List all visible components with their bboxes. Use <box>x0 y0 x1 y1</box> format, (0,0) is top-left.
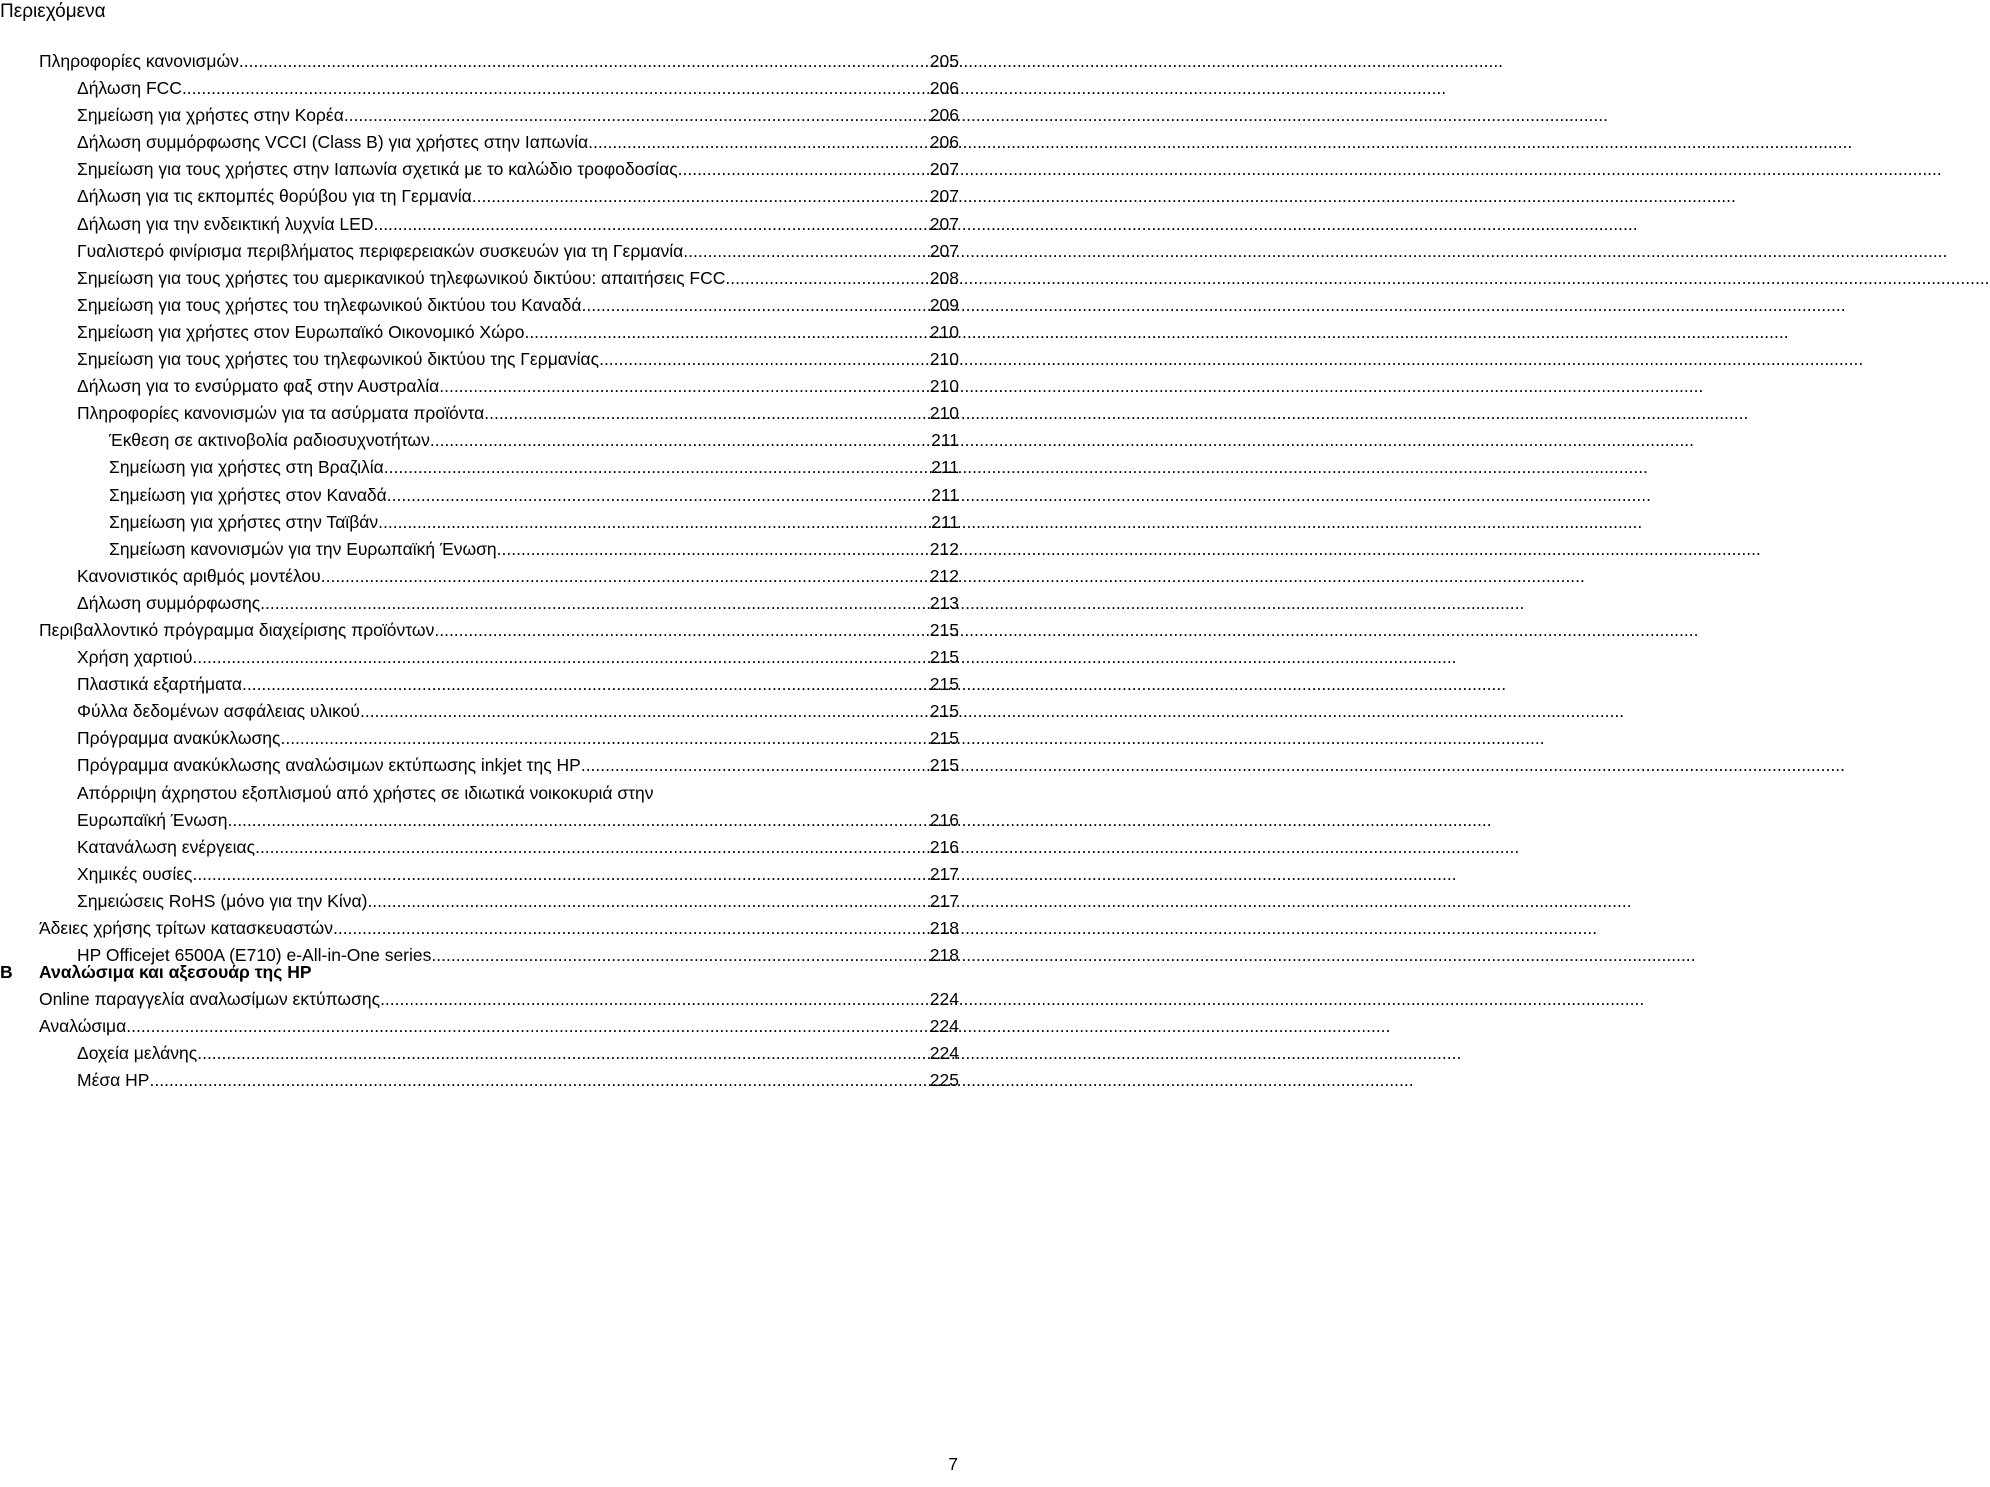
dot-leader <box>524 319 929 346</box>
dot-leader <box>434 617 929 644</box>
toc-entry[interactable] <box>39 509 959 536</box>
dot-leader <box>380 986 930 1013</box>
toc-entry-page: 210 <box>929 349 959 370</box>
toc-entry[interactable] <box>39 780 959 834</box>
toc-entry-page: 207 <box>929 186 959 207</box>
toc-entry-page: 206 <box>929 105 959 126</box>
toc-entry-title: Χημικές ουσίες <box>77 863 193 884</box>
toc-entry-continuation <box>77 807 959 834</box>
dot-leader <box>227 807 929 834</box>
toc-entry-page: 215 <box>929 647 959 668</box>
dot-leader <box>484 400 930 427</box>
toc-entry[interactable] <box>39 482 959 509</box>
toc-entry[interactable] <box>39 102 959 129</box>
toc-entry-title: Σημείωση κανονισμών για την Ευρωπαϊκή Ένωση <box>109 538 497 559</box>
toc-entry[interactable] <box>39 265 959 292</box>
toc-entry-title: Σημείωση για τους χρήστες στην Ιαπωνία σχετικά με το καλώδιο τροφοδοσίας <box>77 159 678 180</box>
dot-leader <box>472 183 930 210</box>
dot-leader <box>242 671 930 698</box>
toc-entry-title: Πρόγραμμα ανακύκλωσης <box>77 728 281 749</box>
toc-entry-page: 207 <box>929 240 959 261</box>
toc-entry-page: 215 <box>929 728 959 749</box>
toc-entry-page: 218 <box>929 945 959 966</box>
dot-leader <box>182 75 930 102</box>
toc-entry-title: Πληροφορίες κανονισμών <box>39 51 239 71</box>
toc-entry[interactable] <box>39 129 959 156</box>
toc-entry-page: 215 <box>929 619 959 640</box>
toc-entry-title: Σημείωση για χρήστες στον Ευρωπαϊκό Οικονομικό Χώρο <box>77 321 525 342</box>
toc-entry[interactable] <box>39 563 959 590</box>
dot-leader <box>255 834 930 861</box>
toc-entry[interactable] <box>39 238 959 265</box>
toc-entry-page: 210 <box>929 321 959 342</box>
toc-entry[interactable] <box>39 888 959 915</box>
toc-entry-title: Μέσα HP <box>77 1070 150 1091</box>
toc-entry-page: 207 <box>929 213 959 234</box>
toc-entry[interactable] <box>39 861 959 888</box>
dot-leader <box>367 888 929 915</box>
toc-entry[interactable] <box>39 1067 959 1094</box>
toc-entry[interactable] <box>39 1040 959 1067</box>
toc-entry-title: Απόρριψη άχρηστου εξοπλισμού από χρήστες σε ιδιωτικά νοικοκυριά στην <box>77 782 654 803</box>
dot-leader <box>149 1067 929 1094</box>
toc-entry-page: 211 <box>931 484 959 505</box>
toc-entry-title: Δοχεία μελάνης <box>77 1043 198 1064</box>
toc-entry[interactable] <box>39 644 959 671</box>
page-number: 7 <box>948 1454 958 1474</box>
toc-entry-title: Άδειες χρήσης τρίτων κατασκευαστών <box>39 918 333 938</box>
dot-leader <box>588 129 930 156</box>
toc-entry-title: Σημείωση για χρήστες στη Βραζιλία <box>109 457 384 478</box>
dot-leader <box>725 265 929 292</box>
toc-entry-title: Έκθεση σε ακτινοβολία ραδιοσυχνοτήτων <box>109 430 430 451</box>
toc-entry-title: Γυαλιστερό φινίρισμα περιβλήματος περιφερειακών συσκευών για τη Γερμανία <box>77 240 684 261</box>
toc-entry-title: Πρόγραμμα ανακύκλωσης αναλώσιμων εκτύπωσης inkjet της HP <box>77 755 581 776</box>
toc-entry-page: 209 <box>929 294 959 315</box>
toc-entry[interactable] <box>39 671 959 698</box>
toc-entry-title: Δήλωση για το ενσύρματο φαξ στην Αυστραλία <box>77 376 440 397</box>
toc-entry-title: HP Officejet 6500A (E710) e-All-in-One series <box>77 945 432 966</box>
toc-entry-title: Σημείωση για τους χρήστες του τηλεφωνικού δικτύου της Γερμανίας <box>77 349 600 370</box>
dot-leader <box>430 427 931 454</box>
toc-entry-title: Χρήση χαρτιού <box>77 647 193 668</box>
toc-entry[interactable] <box>39 1013 959 1040</box>
toc-entry-title: Δήλωση για τις εκπομπές θορύβου για τη Γερμανία <box>77 186 472 207</box>
toc-entry-page: 211 <box>931 430 959 451</box>
toc-entry-page: 207 <box>929 159 959 180</box>
toc-entry[interactable] <box>39 454 959 481</box>
toc-entry[interactable] <box>39 346 959 373</box>
toc-entry-page: 212 <box>929 538 959 559</box>
toc-entry-title: Σημειώσεις RoHS (μόνο για την Κίνα) <box>77 890 368 911</box>
toc-entry-title: Δήλωση συμμόρφωσης VCCI (Class B) για χρήστες στην Ιαπωνία <box>77 132 589 153</box>
toc-entry-title: Αναλώσιμα <box>39 1016 127 1037</box>
toc-entry[interactable] <box>39 617 959 644</box>
toc-entry-page: 225 <box>929 1070 959 1091</box>
toc-entry[interactable] <box>39 725 959 752</box>
toc-entry[interactable] <box>39 211 959 238</box>
dot-leader <box>192 644 929 671</box>
toc-entry[interactable] <box>39 427 959 454</box>
toc-entry-page: 211 <box>931 511 959 532</box>
toc-entry[interactable] <box>39 400 959 427</box>
toc-entry-page: 224 <box>929 1043 959 1064</box>
toc-entry[interactable] <box>39 156 959 183</box>
table-of-contents <box>39 48 959 969</box>
dot-leader <box>239 48 930 75</box>
toc-entry-title: Σημείωση για τους χρήστες του αμερικανικού τηλεφωνικού δικτύου: απαιτήσεις FCC <box>77 267 726 288</box>
toc-entry-page: 210 <box>929 376 959 397</box>
toc-entry-page: 212 <box>929 565 959 586</box>
toc-entry-title: Σημείωση για χρήστες στον Καναδά <box>109 484 387 505</box>
toc-entry-page: 210 <box>929 403 959 424</box>
toc-entry[interactable] <box>39 536 959 563</box>
dot-leader <box>497 536 930 563</box>
dot-leader <box>599 346 930 373</box>
toc-entry-page: 215 <box>929 755 959 776</box>
dot-leader <box>197 1040 930 1067</box>
appendix-title: Αναλώσιμα και αξεσουάρ της HP <box>39 962 312 982</box>
toc-entry-page: 224 <box>929 989 959 1009</box>
dot-leader <box>683 238 930 265</box>
toc-entry[interactable] <box>39 590 959 617</box>
dot-leader <box>126 1013 930 1040</box>
appendix-b-toc <box>0 986 959 1094</box>
dot-leader <box>333 915 930 942</box>
dot-leader <box>581 752 930 779</box>
toc-entry-page: 205 <box>929 51 959 71</box>
toc-entry-page: 217 <box>929 890 959 911</box>
toc-entry[interactable] <box>39 48 959 75</box>
dot-leader <box>321 563 930 590</box>
toc-entry[interactable] <box>39 834 959 861</box>
toc-entry-page: 206 <box>929 78 959 99</box>
dot-leader <box>280 725 929 752</box>
dot-leader <box>192 861 929 888</box>
toc-entry-page: 215 <box>929 674 959 695</box>
toc-entry[interactable] <box>39 698 959 725</box>
appendix-b-heading[interactable] <box>0 959 959 986</box>
dot-leader <box>439 373 930 400</box>
toc-entry-title: Κατανάλωση ενέργειας <box>77 836 256 857</box>
toc-entry-page: 215 <box>929 701 959 722</box>
toc-entry-title: Δήλωση FCC <box>77 78 182 99</box>
toc-entry-page: 211 <box>931 457 959 478</box>
dot-leader <box>360 698 930 725</box>
toc-entry-title: Περιβαλλοντικό πρόγραμμα διαχείρισης προϊόντων <box>39 619 435 640</box>
toc-entry-page: 206 <box>929 132 959 153</box>
running-header: Περιεχόμενα <box>0 1 106 22</box>
toc-entry-page: 217 <box>929 863 959 884</box>
toc-entry-page: 224 <box>929 1016 959 1037</box>
toc-entry-title: Online παραγγελία αναλωσίμων εκτύπωσης <box>39 989 381 1009</box>
appendix-b-section <box>0 959 959 1094</box>
dot-leader <box>387 482 931 509</box>
appendix-letter: B <box>0 962 13 982</box>
toc-entry[interactable] <box>39 915 959 942</box>
toc-entry[interactable] <box>39 373 959 400</box>
toc-entry-title: Πληροφορίες κανονισμών για τα ασύρματα προϊόντα <box>77 403 485 424</box>
toc-entry-title: Δήλωση για την ενδεικτική λυχνία LED <box>77 213 374 234</box>
toc-entry-title-continued: Ευρωπαϊκή Ένωση <box>77 809 228 830</box>
dot-leader <box>678 156 930 183</box>
toc-entry-title: Πλαστικά εξαρτήματα <box>77 674 242 695</box>
toc-entry-title: Φύλλα δεδομένων ασφάλειας υλικού <box>77 701 360 722</box>
dot-leader <box>260 590 930 617</box>
toc-entry-title: Κανονιστικός αριθμός μοντέλου <box>77 565 321 586</box>
toc-entry-page: 213 <box>929 592 959 613</box>
toc-entry[interactable] <box>39 752 959 779</box>
toc-entry-title: Δήλωση συμμόρφωσης <box>77 592 261 613</box>
dot-leader <box>344 102 930 129</box>
dot-leader <box>384 454 931 481</box>
dot-leader <box>581 292 929 319</box>
toc-entry[interactable] <box>39 292 959 319</box>
dot-leader <box>378 509 931 536</box>
toc-entry[interactable] <box>39 319 959 346</box>
toc-entry[interactable] <box>39 183 959 210</box>
toc-entry-page: 208 <box>929 267 959 288</box>
toc-entry-page: 218 <box>929 918 959 938</box>
dot-leader <box>373 211 929 238</box>
toc-entry[interactable] <box>39 986 959 1013</box>
toc-entry-page: 216 <box>929 836 959 857</box>
toc-entry-page: 216 <box>929 809 959 830</box>
toc-entry-title: Σημείωση για τους χρήστες του τηλεφωνικού δικτύου του Καναδά <box>77 294 582 315</box>
toc-entry-title: Σημείωση για χρήστες στην Κορέα <box>77 105 344 126</box>
toc-entry-title: Σημείωση για χρήστες στην Ταϊβάν <box>109 511 379 532</box>
toc-entry[interactable] <box>39 75 959 102</box>
